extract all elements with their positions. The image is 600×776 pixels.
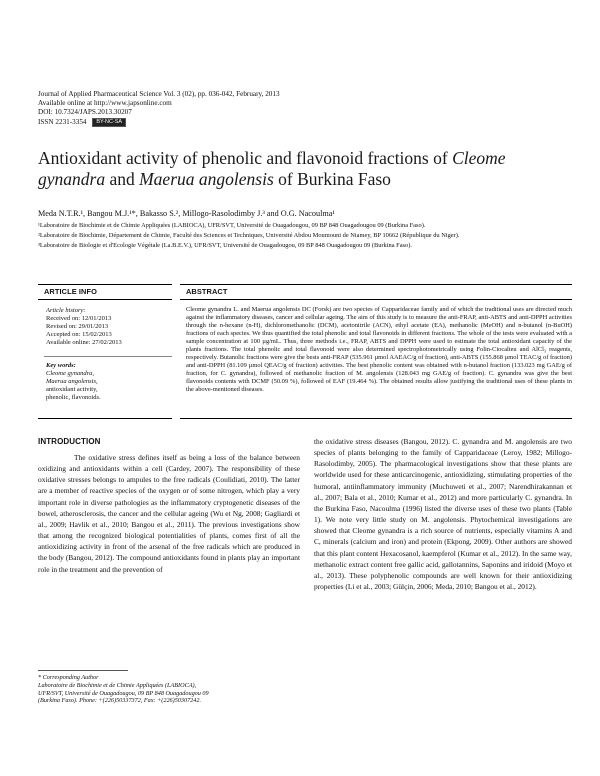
abstract-text: Cleome gynandra L. and Maerua angolensis DC (Forsk) are two species of Capparidaceae family and of which the traditional uses are directed much against the inflammatory diseases, cancer and cellular ageing. The aim of this study is to measure the anti-FRAP, anti-ABTS and anti-DPPH activities through the n-hexane (n-H), dichloromethanolic (DCM), acetonitrile (ACN), ethyl acetate (EA), methanolic (MeOH) and n-butanol (n-BuOH) fractions of each species. We thus quantified the total phenolic and total flavonoids in different fractions. The whole of the tests were evaluated with a sample concentration at 100 µg/mL. Thus, three methods i.e., FRAP, ABTS and DPPH were used to estimate the total antioxidant capacity of the plants fractions. The total phenolic and total flavonoid were also determined spectrophotometrically using Folin-Ciocalteu and AlCl₃ reagents, respectively. Butanolic fractions were give the bests anti-FRAP (535.961 µmol AAEAC/g of fraction), anti-ABTS (155.868 µmol TEAC/g of fraction) and anti-DPPH (81.109 µmol QEAC/g of fraction) activities. The best phenolic content was obtained with n-butanol fraction (133.023 mg GAE/g of fraction, for C. gynandra), followed of methanolic fraction of M. angolensis (128.043 mg GAE/g of fraction). C. gynandra was give the best flavonoids contents with DCMF (50.09 %), followed of EAF (19.464 %). The obtained results allow justifying the traditional uses of these plants in the above-mentioned diseases. [186,306,572,394]
article-info-divider [44,356,172,357]
abstract-heading: ABSTRACT [186,287,228,296]
cc-license-badge[interactable]: BY-NC-SA [92,118,126,127]
article-info-heading-rule [38,299,172,300]
introduction-right-column: the oxidative stress diseases (Bangou, 2012). C. gynandra and M. angolensis are two species of plants belonging to the family of Capparidaceae (Leroy, 1982; Millogo-Rasolodimby, 2005). The pharmacological investigations show that these plants are worldwide used for these anticarcinogenic, antioxidizing, stimulating properties of the humoral, antiinflammatory immunity (Muchuweti et al., 2007; Narendhirakannan et al., 2007; Bala et al., 2010; Kumar et al., 2012) and more particularly C. gynandra. In the Burkina Faso, Nacoulma (1996) listed the diverse uses of these two plants (Table 1). We note very little study on M. angolensis. Phytochemical investigations are showed that Cleome gynandra is a rich source of nutrients, especially vitamins A and C, minerals (calcium and iron) and protein (Ekpong, 2009). Other authors are showed that this plant content Hexacosanol, kaempferol (Kumar et al., 2012). In the same way, methanolic extract content free gallic acid, gallotannins, Saponins and iridoid (Moyo et al., 2013). These polyphenolic compounds are well known for their antioxidizing properties (Li et al., 2003; Gülçin, 2006; Meda, 2010; Bangou et al., 2012). [314,437,572,592]
abstract-bottom-rule [180,418,572,419]
journal-header [38,90,280,127]
author-list: Meda N.T.R.¹, Bangou M.J.¹*, Bakasso S.², Millogo-Rasolodimby J.³ and O.G. Nacoulma¹ [38,209,335,218]
introduction-left-column: The oxidative stress defines itself as being a loss of the balance between oxidizing and antioxidants within a cell (Cardey, 2007). The responsibility of these oxidative stresses belongs to ampules to the free radicals (Coulidiati, 2010). The latter are a member of reactive species of the oxygen or of some nitrogen, which play a very important role in diverse pathologies as the inflammatory cryptogenetic diseases of the bowel, atherosclerosis, the cancer and the cellular ageing (Wu et Ng, 2008; Gagliardi et al., 2009; Havlik et al., 2010; Bangou et al., 2011). The previous investigations show that among the recognized biological potentialities of plants, comes first of all the antioxidizing activity in front of the arsenal of the free radicals which are produced in the body (Bangou, 2012). The compound antioxidants found in plants play an important role in the treatment and the prevention of [38,453,300,574]
keyword-4: phenolic, flavonoids. [46,394,101,401]
affiliations [38,222,573,253]
footnote-line-3: (Burkina Faso). Phone: +(226)50337372, Fax: +(226)50307242. [38,697,202,705]
article-history [46,307,171,347]
history-label: Article history: [46,307,86,314]
keyword-2: Maerua angolensis, [46,378,98,385]
doi-line: DOI: 10.7324/JAPS.2013.30207 [38,108,132,117]
revised-date: Revised on: 29/01/2013 [46,323,109,330]
article-info-top-rule [38,284,172,285]
available-online-line: Available online at http://www.japsonline.com [38,99,172,108]
title-part-2: and [105,169,140,189]
footnote-marker: * Corresponding Author [38,674,99,681]
article-title [38,148,568,190]
footnote-line-2: UFR/SVT, Université de Ouagadougou, 09 BP 848 Ouagadougou 09 [38,689,209,697]
corresponding-author-footnote [38,674,300,705]
keyword-1: Cleome gynandra, [46,370,95,377]
available-date: Available online: 27/02/2013 [46,339,122,346]
abstract-top-rule [180,284,572,285]
affiliation-2: ²Laboratoire de Biochimie, Département de Chimie, Faculté des Sciences et Techniques, Université Abdou Moumouni de Niamey, BP 10662 (République du Niger). [38,232,460,240]
title-species-1: Cleome gynandra [38,148,506,189]
article-info-bottom-rule [38,418,172,419]
received-date: Received on: 12/01/2013 [46,315,112,322]
keywords-label: Key words: [46,362,76,369]
accepted-date: Accepted on: 15/02/2013 [46,331,112,338]
affiliation-1: ¹Laboratoire de Biochimie et de Chimie Appliquées (LABIOCA), UFR/SVT, Université de Ouagadougou, 09 BP 848 Ouagadougou 09 (Burkina Faso). [38,222,426,229]
affiliation-3: ³Laboratoire de Biologie et d'Ecologie Végétale (La.B.E.V.), UFR/SVT, Université de Ouagadougou, 09 BP 848 Ouagadougou 09 (Burkina Faso). [38,242,412,250]
footnote-rule [38,670,128,671]
journal-line: Journal of Applied Pharmaceutical Science Vol. 3 (02), pp. 036-042, February, 2013 [38,90,280,98]
footnote-line-1: Laboratoire de Biochimie et de Chimie Appliquées (LABIOCA), [38,681,197,689]
title-part-1: Antioxidant activity of phenolic and flavonoid fractions of [38,148,453,168]
abstract-heading-rule [180,299,572,300]
issn-text: ISSN 2231-3354 [38,117,87,126]
keyword-3: antioxidant activity, [46,386,98,393]
title-species-2: Maerua angolensis [139,169,274,189]
issn-line [38,118,280,127]
keywords-block [46,362,171,402]
article-info-heading: ARTICLE INFO [44,287,97,296]
introduction-heading: INTRODUCTION [38,437,101,446]
title-part-3: of Burkina Faso [273,169,391,189]
